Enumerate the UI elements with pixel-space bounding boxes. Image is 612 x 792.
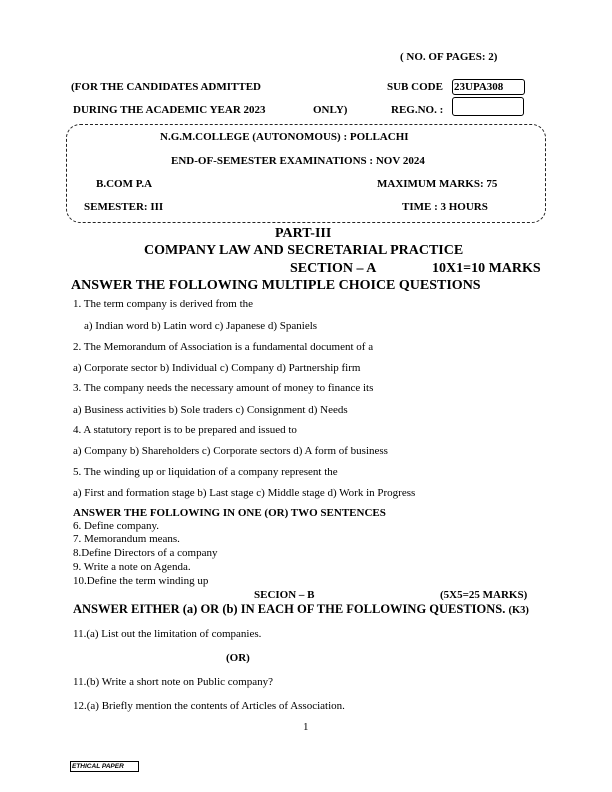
section-b-instruction-text: ANSWER EITHER (a) OR (b) IN EACH OF THE FOLLOWING QUESTIONS.	[73, 602, 506, 616]
ethical-paper-tag: ETHICAL PAPER	[70, 761, 139, 772]
section-b-heading: SECION – B	[254, 589, 315, 601]
reg-no-field[interactable]	[452, 97, 524, 116]
question-11b: 11.(b) Write a short note on Public company?	[73, 676, 273, 688]
admitted-line-2: DURING THE ACADEMIC YEAR 2023	[73, 104, 266, 116]
mcq-options-1: a) Indian word b) Latin word c) Japanese d) Spaniels	[84, 320, 318, 332]
short-question-9: 9. Write a note on Agenda.	[73, 561, 191, 573]
short-question-7: 7. Memorandum means.	[73, 533, 180, 545]
mcq-question-3: 3. The company needs the necessary amount of money to finance its	[73, 382, 374, 394]
mcq-question-5: 5. The winding up or liquidation of a company represent the	[73, 466, 338, 478]
paper-title: COMPANY LAW AND SECRETARIAL PRACTICE	[144, 243, 464, 258]
section-a-heading: SECTION – A	[290, 261, 377, 276]
mcq-options-2: a) Corporate sector b) Individual c) Company d) Partnership firm	[73, 362, 361, 374]
mcq-question-1: 1. The term company is derived from the	[73, 298, 254, 310]
short-question-6: 6. Define company.	[73, 520, 160, 532]
exam-time: TIME : 3 HOURS	[402, 201, 488, 213]
admitted-line-2-end: ONLY)	[313, 104, 348, 116]
page-count: ( NO. OF PAGES: 2)	[400, 51, 498, 63]
course-name: B.COM P.A	[96, 178, 153, 190]
page-number: 1	[303, 721, 309, 733]
semester: SEMESTER: III	[84, 201, 164, 213]
k-level: (K3)	[508, 605, 529, 616]
college-name: N.G.M.COLLEGE (AUTONOMOUS) : POLLACHI	[160, 131, 409, 143]
mcq-instruction: ANSWER THE FOLLOWING MULTIPLE CHOICE QUESTIONS	[71, 278, 481, 293]
short-question-10: 10.Define the term winding up	[73, 575, 209, 587]
short-answer-instruction: ANSWER THE FOLLOWING IN ONE (OR) TWO SENTENCES	[73, 507, 386, 519]
question-11a: 11.(a) List out the limitation of companies.	[73, 628, 262, 640]
part-label: PART-III	[275, 226, 332, 241]
question-12a: 12.(a) Briefly mention the contents of Articles of Association.	[73, 700, 345, 712]
short-question-8: 8.Define Directors of a company	[73, 547, 218, 559]
exam-title: END-OF-SEMESTER EXAMINATIONS : NOV 2024	[171, 155, 425, 167]
mcq-question-2: 2. The Memorandum of Association is a fundamental document of a	[73, 341, 374, 353]
max-marks: MAXIMUM MARKS: 75	[377, 178, 498, 190]
section-b-marks: (5X5=25 MARKS)	[440, 589, 528, 601]
mcq-options-4: a) Company b) Shareholders c) Corporate sectors d) A form of business	[73, 445, 388, 457]
admitted-line-1: (FOR THE CANDIDATES ADMITTED	[71, 81, 261, 93]
mcq-options-5: a) First and formation stage b) Last stage c) Middle stage d) Work in Progress	[73, 487, 416, 499]
mcq-options-3: a) Business activities b) Sole traders c) Consignment d) Needs	[73, 404, 348, 416]
section-b-instruction	[73, 602, 529, 617]
section-a-marks: 10X1=10 MARKS	[432, 261, 541, 276]
reg-no-label: REG.NO. :	[391, 104, 444, 116]
mcq-question-4: 4. A statutory report is to be prepared and issued to	[73, 424, 297, 436]
sub-code-label: SUB CODE	[387, 81, 443, 93]
sub-code-box: 23UPA308	[452, 79, 525, 95]
or-separator: (OR)	[226, 652, 250, 664]
